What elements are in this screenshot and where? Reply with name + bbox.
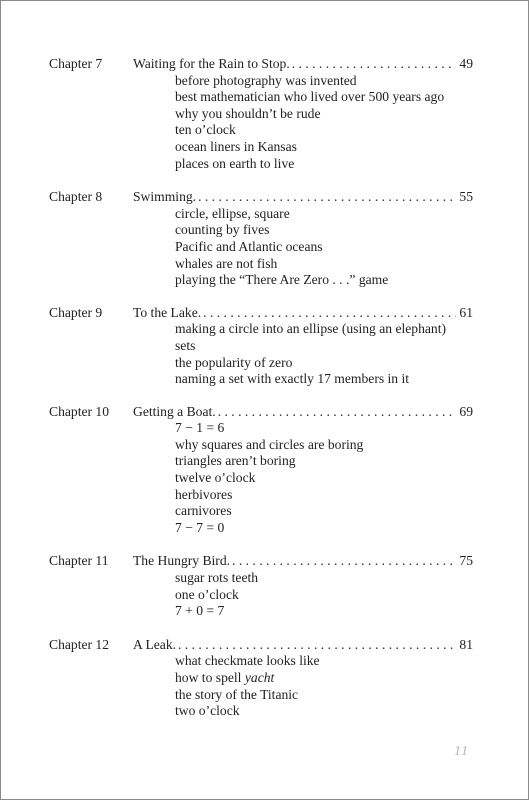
list-item <box>175 355 473 372</box>
topic-text: making a circle into an ellipse (using an elephant) <box>175 321 447 337</box>
chapter-page-number: 55 <box>459 189 473 205</box>
topic-list <box>175 570 473 620</box>
chapter-title-line[interactable] <box>133 553 473 570</box>
topic-text: why squares and circles are boring <box>175 436 364 452</box>
chapter-label: Chapter 11 <box>49 553 109 569</box>
dot-leader <box>178 637 456 654</box>
topic-text: twelve o’clock <box>175 470 256 486</box>
list-item <box>175 487 473 504</box>
chapter-title[interactable]: Getting a Boat. <box>133 403 216 419</box>
topic-list <box>175 206 473 289</box>
toc-chapter-8 <box>49 189 473 289</box>
topic-text: circle, ellipse, square <box>175 205 290 221</box>
list-item <box>175 89 473 106</box>
list-item <box>175 272 473 289</box>
topic-text: 7 + 0 = 7 <box>175 603 225 619</box>
topic-text: one o’clock <box>175 586 239 602</box>
chapter-page-number: 69 <box>459 403 473 419</box>
dot-leader <box>218 404 457 421</box>
topic-list <box>175 321 473 387</box>
topic-text: 7 − 1 = 6 <box>175 420 225 436</box>
chapter-title-line[interactable] <box>133 56 473 73</box>
toc-chapter-10 <box>49 404 473 537</box>
topic-text: 7 − 7 = 0 <box>175 519 225 535</box>
topic-list <box>175 653 473 719</box>
chapter-title[interactable]: To the Lake. <box>133 304 202 320</box>
topic-text: why you shouldn’t be rude <box>175 105 321 121</box>
list-item <box>175 206 473 223</box>
chapter-page-number: 61 <box>459 304 473 320</box>
topic-text: what checkmate looks like <box>175 653 320 669</box>
topic-text: two o’clock <box>175 703 240 719</box>
topic-text: places on earth to live <box>175 155 295 171</box>
list-item <box>175 106 473 123</box>
topic-text: before photography was invented <box>175 72 357 88</box>
topic-text: counting by fives <box>175 222 270 238</box>
list-item <box>175 437 473 454</box>
topic-text: carnivores <box>175 503 232 519</box>
chapter-label: Chapter 12 <box>49 636 110 652</box>
chapter-title-line[interactable] <box>133 305 473 322</box>
dot-leader <box>198 189 456 206</box>
topic-text: sugar rots teeth <box>175 570 259 586</box>
topic-text: how to spell <box>175 670 245 685</box>
chapter-title[interactable]: A Leak. <box>133 636 177 652</box>
list-item <box>175 156 473 173</box>
topic-text: whales are not fish <box>175 255 278 271</box>
topic-text: herbivores <box>175 486 233 502</box>
list-item <box>175 470 473 487</box>
dot-leader <box>232 553 456 570</box>
list-item <box>175 122 473 139</box>
list-item <box>175 420 473 437</box>
list-item <box>175 570 473 587</box>
chapter-title-line[interactable] <box>133 404 473 421</box>
list-item <box>175 256 473 273</box>
list-item <box>175 139 473 156</box>
list-item <box>175 239 473 256</box>
topic-list <box>175 73 473 173</box>
topic-text: naming a set with exactly 17 members in it <box>175 371 410 387</box>
list-item <box>175 503 473 520</box>
list-item <box>175 222 473 239</box>
chapter-page-number: 49 <box>459 56 473 71</box>
list-item <box>175 670 473 687</box>
dot-leader <box>203 305 456 322</box>
topic-text: ocean liners in Kansas <box>175 138 297 154</box>
list-item <box>175 520 473 537</box>
chapter-page-number: 81 <box>459 636 473 652</box>
chapter-title[interactable]: The Hungry Bird. <box>133 553 231 569</box>
list-item <box>175 603 473 620</box>
chapter-label: Chapter 9 <box>49 304 103 320</box>
chapter-title-line[interactable] <box>133 637 473 654</box>
topic-text: triangles aren’t boring <box>175 453 296 469</box>
chapter-title[interactable]: Waiting for the Rain to Stop. <box>133 56 290 71</box>
list-item <box>175 703 473 720</box>
chapter-title-line[interactable] <box>133 189 473 206</box>
list-item <box>175 73 473 90</box>
toc-chapter-9 <box>49 305 473 388</box>
toc-chapter-7 <box>49 56 473 172</box>
topic-text: best mathematician who lived over 500 years ago <box>175 89 445 105</box>
topic-list <box>175 420 473 536</box>
list-item <box>175 338 473 355</box>
chapter-page-number: 75 <box>459 553 473 569</box>
list-item <box>175 587 473 604</box>
page-number-folio: 11 <box>454 744 469 759</box>
topic-text: ten o’clock <box>175 122 236 138</box>
list-item <box>175 653 473 670</box>
chapter-label: Chapter 7 <box>49 56 103 71</box>
topic-text: the popularity of zero <box>175 354 293 370</box>
toc-chapter-12 <box>49 637 473 720</box>
topic-text: Pacific and Atlantic oceans <box>175 238 323 254</box>
topic-text: the story of the Titanic <box>175 686 299 702</box>
list-item <box>175 453 473 470</box>
topic-text: sets <box>175 337 196 353</box>
list-item <box>175 371 473 388</box>
topic-text: playing the “There Are Zero . . .” game <box>175 272 389 288</box>
toc-chapter-11 <box>49 553 473 619</box>
list-item <box>175 321 473 338</box>
dot-leader <box>292 56 457 73</box>
table-of-contents <box>49 56 473 720</box>
chapter-label: Chapter 8 <box>49 189 103 205</box>
chapter-title[interactable]: Swimming. <box>133 189 197 205</box>
chapter-label: Chapter 10 <box>49 403 110 419</box>
list-item <box>175 687 473 704</box>
italic-word: yacht <box>244 670 275 685</box>
